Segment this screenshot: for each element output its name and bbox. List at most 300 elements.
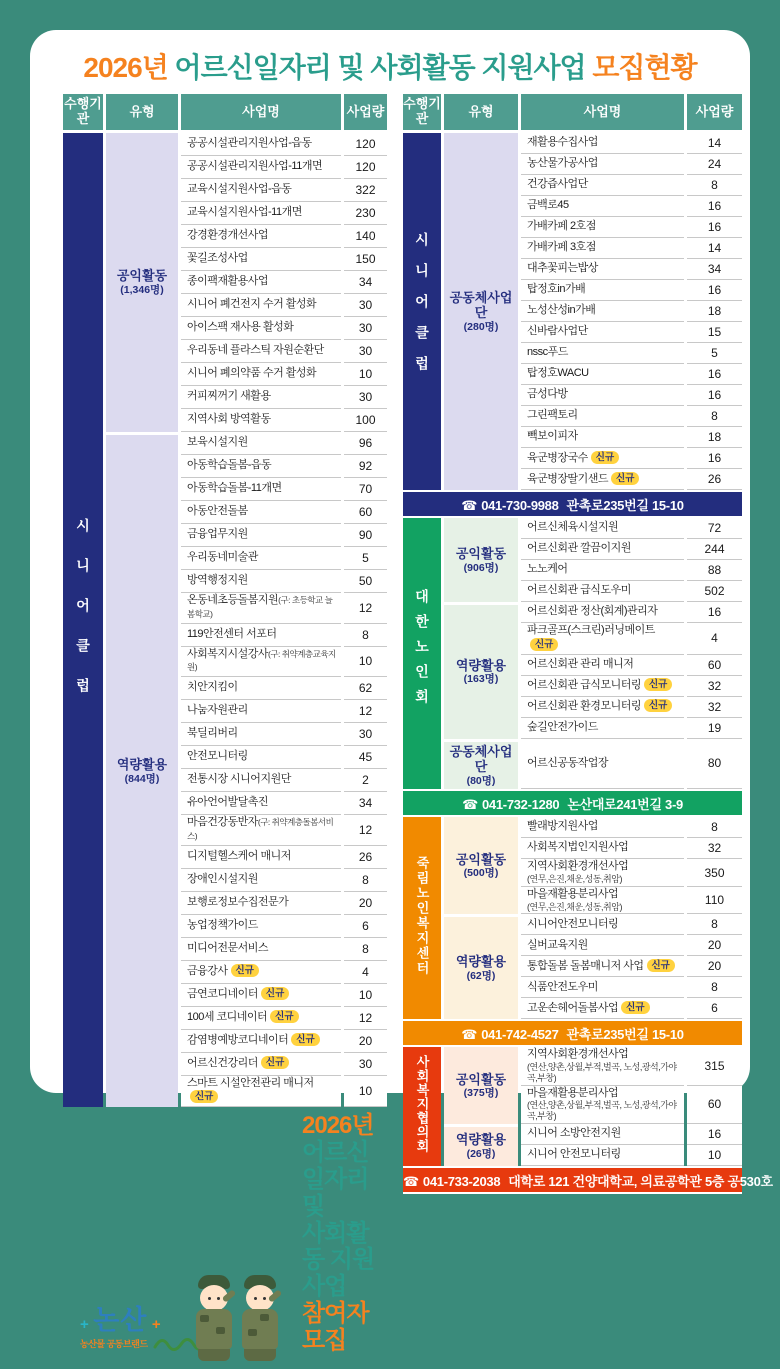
program-name: 디지털헬스케어 매니저 — [187, 849, 291, 862]
program-name-cell — [521, 518, 684, 539]
type-cell — [444, 1047, 518, 1124]
program-name-cell — [521, 914, 684, 935]
type-label: 공익활동 — [455, 1071, 507, 1087]
program-name-cell — [521, 935, 684, 956]
program-name-sub: (연무,은진,채운,성동,취암) — [527, 901, 622, 912]
contact-address: 관촉로235번길 15-10 — [566, 1026, 684, 1042]
phone-icon: ☎ — [461, 1026, 478, 1042]
program-name: 육군병장딸기샌드 — [527, 472, 609, 485]
table-row — [403, 518, 742, 539]
program-quantity: 20 — [687, 935, 742, 956]
program-quantity: 120 — [344, 133, 387, 156]
program-name-cell — [181, 271, 341, 294]
program-name: 어르신건강리더 — [187, 1057, 258, 1070]
column-header: 수행기관 — [63, 94, 103, 133]
program-quantity: 10 — [344, 647, 387, 678]
program-quantity: 60 — [687, 1086, 742, 1124]
program-quantity: 16 — [687, 602, 742, 623]
logo-subtitle: 농산물 공동브랜드 — [80, 1338, 148, 1349]
new-badge: 신규 — [644, 678, 672, 691]
program-quantity: 16 — [687, 448, 742, 469]
program-name-cell — [521, 1047, 684, 1085]
contact-bar — [403, 490, 742, 518]
type-count: (26명) — [466, 1148, 496, 1161]
program-quantity: 16 — [687, 1124, 742, 1145]
program-name: 어르신체육시설지원 — [527, 521, 619, 534]
type-count: (844명) — [124, 772, 160, 785]
program-name: 나눔자원관리 — [187, 704, 248, 717]
program-quantity: 150 — [344, 248, 387, 271]
program-quantity: 30 — [344, 294, 387, 317]
program-name: 마을재활용분리사업 — [527, 887, 619, 900]
org-cell — [403, 518, 441, 789]
program-quantity: 100 — [344, 409, 387, 432]
program-name-cell — [181, 570, 341, 593]
program-name: 노성산성in가배 — [527, 304, 596, 317]
program-table-left — [60, 94, 390, 1107]
program-name: 북딜리버리 — [187, 727, 238, 740]
program-name: 공공시설관리지원사업-읍동 — [187, 137, 312, 150]
program-name: 식품안전도우미 — [527, 980, 598, 993]
program-name-cell — [521, 539, 684, 560]
program-quantity: 502 — [687, 581, 742, 602]
program-name-cell — [181, 700, 341, 723]
program-name-cell — [181, 892, 341, 915]
program-name: 어르신회관 환경모니터링 — [527, 700, 641, 713]
contact-phone: 041-730-9988 — [481, 497, 559, 513]
program-name-cell — [521, 133, 684, 154]
program-name-cell — [521, 838, 684, 859]
promo-line: 2026년 — [302, 1112, 374, 1139]
program-name: 지역사회 방역활동 — [187, 413, 271, 426]
program-quantity: 12 — [344, 593, 387, 624]
phone-icon: ☎ — [462, 796, 478, 812]
program-quantity: 19 — [687, 718, 742, 739]
promo-text — [302, 1113, 390, 1369]
program-name: 교육시설지원사업-11개면 — [187, 206, 302, 219]
program-name: 사회복지시설강사 — [187, 647, 269, 660]
title-suffix: 모집현황 — [592, 52, 697, 83]
type-cell — [106, 133, 178, 432]
program-name-cell — [521, 259, 684, 280]
program-quantity: 62 — [344, 677, 387, 700]
program-name: 교육시설지원사업-읍동 — [187, 183, 292, 196]
program-name: 보육시설지원 — [187, 436, 248, 449]
program-name-cell — [181, 248, 341, 271]
contact-address: 논산대로241번길 3-9 — [567, 796, 683, 812]
column-header: 유형 — [106, 94, 178, 133]
program-name-cell — [521, 602, 684, 623]
program-name-cell — [181, 846, 341, 869]
table-columns — [30, 94, 773, 1369]
type-count: (1,346명) — [120, 284, 164, 296]
program-quantity: 70 — [344, 478, 387, 501]
program-name-cell — [181, 202, 341, 225]
program-name: 아동학습돌봄-읍동 — [187, 459, 272, 472]
program-quantity: 20 — [344, 892, 387, 915]
org-label: 시니어클럽 — [75, 517, 91, 718]
program-quantity: 5 — [344, 547, 387, 570]
program-quantity: 30 — [344, 723, 387, 746]
new-badge: 신규 — [611, 472, 639, 485]
table-row — [403, 817, 742, 838]
new-badge: 신규 — [621, 1001, 649, 1014]
program-name: 어르신회관 정산(회계)관리자 — [527, 605, 658, 618]
program-name-cell — [521, 560, 684, 581]
program-quantity: 8 — [344, 869, 387, 892]
program-name: 우리동네미술관 — [187, 551, 258, 564]
program-table-right — [400, 94, 773, 1194]
left-column — [60, 94, 390, 1369]
type-label: 역량활용 — [455, 954, 507, 970]
program-name: 금융업무지원 — [187, 528, 248, 541]
program-name: 미디어전문서비스 — [187, 941, 269, 954]
program-name: 지역사회환경개선사업 — [527, 860, 629, 873]
soldier-icon — [188, 1273, 240, 1365]
program-name: 방역행정지원 — [187, 574, 248, 587]
program-name: 금백로45 — [527, 199, 569, 212]
program-quantity: 45 — [344, 746, 387, 769]
program-name-cell — [521, 859, 684, 887]
title-main: 어르신일자리 및 사회활동 지원사업 — [174, 52, 586, 83]
type-count: (163명) — [463, 673, 499, 686]
program-name: 시니어 소방안전지원 — [527, 1127, 621, 1140]
column-header: 사업량 — [344, 94, 387, 133]
program-name-cell — [181, 317, 341, 340]
program-quantity: 92 — [344, 455, 387, 478]
program-quantity: 2 — [344, 769, 387, 792]
program-name: nssc푸드 — [527, 346, 568, 359]
program-name-cell — [521, 301, 684, 322]
program-name-cell — [521, 448, 684, 469]
table-row — [403, 133, 742, 154]
program-name: 어르신회관 급식도우미 — [527, 584, 631, 597]
program-name: 지역사회환경개선사업 — [527, 1048, 629, 1061]
contact-phone: 041-742-4527 — [481, 1026, 559, 1042]
program-name-cell — [181, 647, 341, 678]
program-name: 장애인시설지원 — [187, 872, 258, 885]
program-name: 재활용수집사업 — [527, 136, 598, 149]
program-name-cell — [521, 364, 684, 385]
program-name-cell — [521, 697, 684, 718]
program-name: 숲길안전가이드 — [527, 720, 598, 733]
program-name: 공공시설관리지원사업-11개면 — [187, 160, 323, 173]
program-name-cell — [521, 676, 684, 697]
program-quantity: 26 — [687, 469, 742, 490]
program-name: 강경환경개선사업 — [187, 229, 269, 242]
program-name-cell — [181, 409, 341, 432]
table-row — [403, 1124, 742, 1145]
program-quantity: 8 — [687, 914, 742, 935]
program-name: 어르신공동작업장 — [527, 756, 609, 769]
program-name: 어르신회관 관리 매니저 — [527, 657, 634, 670]
program-name: 고운손헤어돌봄사업 — [527, 1002, 619, 1014]
program-name: 마음건강동반자 — [187, 816, 258, 828]
nonsan-brand-logo — [76, 1273, 302, 1369]
program-quantity: 30 — [344, 386, 387, 409]
new-badge: 신규 — [261, 1056, 289, 1069]
program-quantity: 50 — [344, 570, 387, 593]
program-name: 시니어 폐의약품 수거 활성화 — [187, 367, 317, 380]
program-quantity: 60 — [344, 501, 387, 524]
type-cell — [444, 914, 518, 1019]
program-quantity: 230 — [344, 202, 387, 225]
column-header: 수행기관 — [403, 94, 441, 133]
promo-line: 어르신일자리 및 — [302, 1138, 369, 1220]
program-quantity: 8 — [687, 406, 742, 427]
contact-phone: 041-733-2038 — [422, 1173, 501, 1189]
program-quantity: 88 — [687, 560, 742, 581]
program-quantity: 32 — [687, 697, 742, 718]
program-name-cell — [181, 478, 341, 501]
table-header-right — [403, 94, 742, 133]
program-quantity: 80 — [687, 739, 742, 790]
program-quantity: 8 — [687, 175, 742, 196]
program-name-cell — [181, 984, 341, 1007]
program-name-cell — [181, 133, 341, 156]
program-quantity: 18 — [687, 427, 742, 448]
type-label: 공동체사업단 — [449, 743, 513, 775]
type-count: (906명) — [463, 561, 499, 574]
program-name: 신바람사업단 — [527, 325, 588, 338]
type-cell — [444, 1124, 518, 1166]
program-quantity: 12 — [344, 815, 387, 846]
program-quantity: 120 — [344, 156, 387, 179]
program-quantity: 10 — [344, 984, 387, 1007]
program-quantity: 32 — [687, 838, 742, 859]
footer-promo — [60, 1107, 390, 1369]
program-name: 스마트 시설안전관리 매니저 — [187, 1076, 314, 1089]
program-name-cell — [181, 746, 341, 769]
program-name-cell — [521, 956, 684, 977]
org-label: 대한노인회 — [414, 588, 430, 714]
contact-address: 관촉로235번길 15-10 — [566, 497, 684, 513]
table-row — [63, 432, 387, 455]
program-name-sub: (연산,양촌,상월,부적,벌곡, 노성,광석,가야곡,부창) — [527, 1100, 677, 1122]
contact-bar — [403, 1019, 742, 1047]
org-label: 시니어클럽 — [414, 231, 430, 387]
new-badge: 신규 — [644, 699, 672, 712]
program-name: 통합돌봄 돌봄매니저 사업 — [527, 960, 644, 972]
program-name: 보행로정보수집전문가 — [187, 895, 289, 908]
program-quantity: 8 — [344, 624, 387, 647]
type-cell — [444, 739, 518, 790]
soldier-icon — [234, 1273, 286, 1365]
program-name-cell — [521, 238, 684, 259]
program-quantity: 26 — [344, 846, 387, 869]
program-name-cell — [181, 961, 341, 984]
program-name: 빽보이피자 — [527, 430, 578, 443]
program-name: 빨래방지원사업 — [527, 820, 598, 833]
program-quantity: 140 — [344, 225, 387, 248]
type-cell — [444, 133, 518, 490]
table-row — [403, 602, 742, 623]
program-name: 시니어 폐건전지 수거 활성화 — [187, 298, 317, 311]
program-name-cell — [181, 792, 341, 815]
program-name-cell — [181, 179, 341, 202]
type-cell — [444, 518, 518, 602]
program-quantity: 15 — [687, 322, 742, 343]
program-quantity: 8 — [687, 817, 742, 838]
org-label: 죽림노인복지센터 — [414, 855, 430, 976]
program-name-cell — [521, 175, 684, 196]
program-quantity: 18 — [687, 301, 742, 322]
program-name-sub: (연무,은진,채운,성동,취암) — [527, 874, 622, 885]
type-label: 공익활동 — [455, 545, 507, 561]
program-name-cell — [521, 1086, 684, 1124]
program-name-cell — [181, 225, 341, 248]
program-name: 100세 코디네이터 — [187, 1011, 268, 1024]
program-name: 온동네초등돌봄지원 — [187, 594, 279, 606]
table-header-left — [63, 94, 387, 133]
program-name-cell — [521, 280, 684, 301]
program-name: 금융강사 — [187, 965, 228, 978]
program-name-cell — [181, 156, 341, 179]
program-quantity: 8 — [344, 938, 387, 961]
program-quantity: 30 — [344, 340, 387, 363]
page-title — [30, 46, 750, 86]
org-cell — [403, 133, 441, 490]
program-name: 119안전센터 서포터 — [187, 627, 277, 640]
program-name: 건강즙사업단 — [527, 178, 588, 191]
new-badge: 신규 — [270, 1010, 298, 1023]
program-name-cell — [521, 739, 684, 790]
org-cell — [63, 133, 103, 1107]
program-quantity: 34 — [344, 792, 387, 815]
program-quantity: 16 — [687, 196, 742, 217]
program-name: 시니어안전모니터링 — [527, 917, 619, 930]
program-name: 가배카페 3호점 — [527, 241, 596, 254]
program-name-cell — [521, 154, 684, 175]
program-name-cell — [521, 998, 684, 1019]
program-quantity: 24 — [687, 154, 742, 175]
program-quantity: 14 — [687, 238, 742, 259]
program-name-cell — [181, 1053, 341, 1076]
program-quantity: 6 — [344, 915, 387, 938]
program-name-cell — [521, 581, 684, 602]
program-quantity: 12 — [344, 700, 387, 723]
program-quantity: 16 — [687, 217, 742, 238]
program-name-cell — [181, 1030, 341, 1053]
program-name: 전통시장 시니어지원단 — [187, 773, 291, 786]
program-name-cell — [521, 427, 684, 448]
contact-row — [403, 789, 742, 817]
program-quantity: 10 — [344, 363, 387, 386]
program-name: 농업정책가이드 — [187, 918, 258, 931]
program-quantity: 90 — [344, 524, 387, 547]
program-name: 어르신회관 급식모니터링 — [527, 679, 641, 692]
logo-text — [80, 1304, 161, 1350]
program-quantity: 6 — [687, 998, 742, 1019]
program-name-note: (구: 초등학교 늘봄학교) — [187, 595, 333, 619]
program-name: 아이스팩 재사용 활성화 — [187, 321, 294, 334]
program-name: 유아언어발달촉진 — [187, 796, 269, 809]
program-name-cell — [521, 817, 684, 838]
program-name-cell — [521, 1145, 684, 1166]
type-count: (280명) — [463, 320, 499, 333]
new-badge: 신규 — [530, 638, 558, 651]
logo-name: 논산 — [93, 1304, 148, 1335]
right-column — [400, 94, 773, 1194]
column-header: 사업량 — [687, 94, 742, 133]
contact-row — [403, 490, 742, 518]
program-quantity: 4 — [687, 623, 742, 655]
program-name: 육군병장국수 — [527, 451, 588, 464]
title-year: 2026년 — [83, 52, 168, 83]
program-name: 아동안전돌봄 — [187, 505, 248, 518]
program-name-cell — [521, 343, 684, 364]
program-name-cell — [181, 432, 341, 455]
program-name-cell — [181, 501, 341, 524]
contact-address: 대학로 121 건양대학교, 의료공학관 5층 공530호 — [508, 1173, 773, 1189]
program-quantity: 34 — [344, 271, 387, 294]
program-quantity: 16 — [687, 364, 742, 385]
program-name-cell — [181, 677, 341, 700]
org-label: 사회복지협의회 — [414, 1055, 430, 1154]
program-name: 노노케어 — [527, 563, 568, 576]
program-name-cell — [181, 386, 341, 409]
promo-line: 참여자 모집 — [302, 1300, 369, 1354]
program-name-cell — [181, 340, 341, 363]
program-name-cell — [521, 469, 684, 490]
program-name-cell — [521, 385, 684, 406]
program-name-cell — [181, 593, 341, 624]
phone-icon: ☎ — [403, 1173, 419, 1189]
program-name-cell — [521, 196, 684, 217]
program-quantity: 110 — [687, 887, 742, 915]
program-name: 탑정호WACU — [527, 367, 589, 380]
program-quantity: 350 — [687, 859, 742, 887]
program-name-cell — [521, 977, 684, 998]
program-name-note: (구: 취약계층교육지원) — [187, 648, 336, 673]
program-quantity: 244 — [687, 539, 742, 560]
column-header: 사업명 — [521, 94, 684, 133]
program-name: 꽃길조성사업 — [187, 252, 248, 265]
program-name-cell — [181, 547, 341, 570]
type-label: 역량활용 — [116, 756, 168, 772]
contact-bar — [403, 1166, 773, 1194]
program-quantity: 34 — [687, 259, 742, 280]
program-name: 종이팩재활용사업 — [187, 275, 269, 288]
program-name-cell — [521, 217, 684, 238]
program-name-cell — [521, 322, 684, 343]
program-name: 시니어 안전모니터링 — [527, 1148, 621, 1161]
type-count: (80명) — [466, 774, 496, 787]
program-name-cell — [181, 815, 341, 846]
program-name-cell — [181, 363, 341, 386]
program-quantity: 30 — [344, 1053, 387, 1076]
program-quantity: 315 — [687, 1047, 742, 1085]
program-name: 마을재활용분리사업 — [527, 1086, 619, 1099]
program-name-note: (구: 취약계층돌봄서비스) — [187, 817, 334, 841]
program-name: 실버교육지원 — [527, 938, 588, 951]
type-count: (500명) — [463, 867, 499, 880]
program-quantity: 96 — [344, 432, 387, 455]
program-quantity: 20 — [687, 956, 742, 977]
contact-row — [403, 1019, 742, 1047]
new-badge: 신규 — [591, 451, 619, 464]
program-name: 금성다방 — [527, 388, 568, 401]
program-name-cell — [181, 1007, 341, 1030]
program-quantity: 32 — [687, 676, 742, 697]
program-quantity: 10 — [344, 1076, 387, 1108]
program-name: 치안지킴이 — [187, 681, 238, 694]
program-quantity: 4 — [344, 961, 387, 984]
program-name-cell — [521, 718, 684, 739]
program-name-cell — [521, 1124, 684, 1145]
type-label: 공익활동 — [116, 268, 168, 284]
program-quantity: 60 — [687, 655, 742, 676]
